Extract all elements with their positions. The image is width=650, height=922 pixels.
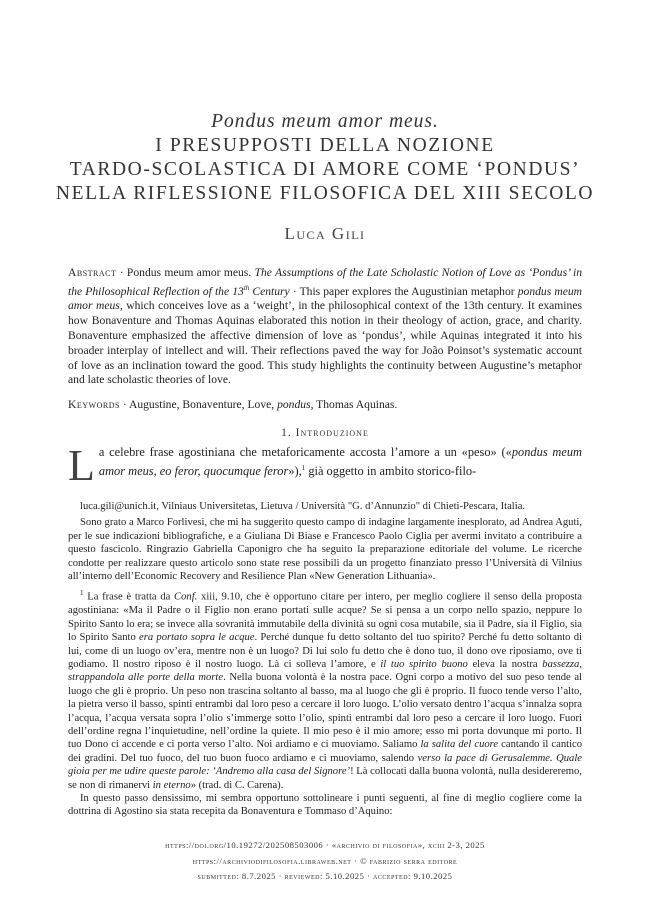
keywords-text-a: Augustine, Bonaventure, Love, [128,398,278,411]
footnote-number: 1 [80,589,84,598]
abstract-english-title-end: Century [249,284,290,298]
title-superscript: th [243,283,250,292]
intro-text-a: a celebre frase agostiniana che metaforicamente accosta l’amore a un «peso» (« [98,445,512,459]
intro-paragraph [68,441,583,490]
fn-text: eleva la nostra [467,659,543,670]
fn-text: La frase è tratta da [83,591,175,603]
footnote-1-continuation: In questo passo densissimo, mi sembra opportuno sottolineare i punti seguenti, al fine di meglio cogliere come la dottrina di Agostino sia stata recepita da Bonaventura e Tommaso d’Aquino: [68,793,582,818]
title-line-3: TARDO-SCOLASTICA DI AMORE COME ‘PONDUS’ [69,159,581,180]
fn-italic: in eterno [152,779,191,791]
fn-italic: la salita del cuore [420,739,499,751]
fn-italic: era portato sopra le acque [139,632,255,644]
abstract [68,266,582,388]
fn-text: . Nella buona volontà è la nostra pace. Ogni corpo a motivo del suo peso tende al luogo che gli è proprio. Un peso non trascina soltanto al basso, ma al luogo che gli è proprio. Il fuoco tende verso l’alto, la pietra verso il basso, spinti entrambi dal loro peso a cercare il loro luogo. L’olio versato dentro l’acqua s’innalza sopra l’acqua, l’acqua versata sopra l’olio s’immerge sotto l’olio, spinti entrambi dal loro peso a cercare il loro luogo. Fuori dell’ordine regna l’inquietudine, nell’ordine la quiete. Il mio peso è il mio amore; esso mi porta dovunque mi porto. Il tuo Dono ci accende e ci porta verso l’alto. Noi ardiamo e ci muoviamo. Saliamo [68,672,582,751]
intro-quote: pondus meum amor meus, eo feror, quocumque feror [98,445,583,478]
acknowledgements-note: Sono grato a Marco Forlivesi, che mi ha suggerito questo campo di indagine largamente inesplorato, ad Andrea Aguti, per le sue indicazioni bibliografiche, e a Giuliana Di Biase e Francesco Paolo Ciglia per avermi invitato a contribuire a questo fascicolo. Ringrazio Gabriella Caponigro che ha seguito la preparazione editoriale del volume. Le ricerche condotte per realizzare questo articolo sono state rese possibili da un progetto finanziato presso l’Università di Vilnius all’interno dell’Economic Recovery and Resilience Plan «New Generation Lithuania». [68,517,582,583]
footnote-1 [68,587,582,792]
page-footer [40,838,610,885]
fn-text: ! Là collocati dalla buona volontà, nulla desidereremo, se non di rimanervi [68,766,582,791]
fn-italic: bassezza, strappandola alle porte della morte [68,659,582,684]
drop-cap: L [68,441,95,490]
footnotes [68,500,582,819]
fn-italic: il tuo spirito buono [380,659,468,670]
keywords [68,397,582,412]
keywords-text-b: , Thomas Aquinas. [310,398,398,411]
abstract-english-title: The Assumptions of the Late Scholastic Notion of Love as ‘Pondus’ in the Philosophical Reflection of the 13 [68,266,582,298]
fn-text: » (trad. di C. Carena). [190,779,284,791]
abstract-lead: Pondus meum amor meus. [126,266,252,279]
intro-text-b: »), [288,463,302,478]
footer-website[interactable]: https://archiviodifilosofia.libraweb.net · © fabrizio serra editore [192,855,458,866]
fn-text: . Perché dunque fu detto soltanto del tuo spirito? Perché fu detto soltanto di lui, come di un luogo ov’era, mentre non è un luogo? Di lui solo fu detto che è dono tuo, il dono ove riposiamo, ove ti godiamo. Il nostro riposo è il nostro luogo. Là ci solleva l’amore, e [68,632,582,670]
title-line-4: NELLA RIFLESSIONE FILOSOFICA DEL XIII SECOLO [55,183,595,204]
title-block [40,110,610,244]
fn-italic: verso la pace di Gerusalemme. Quale gioia per me udire queste parole: ‘Andremo alla casa del Signore’ [68,752,582,778]
footer-doi[interactable]: https://doi.org/10.19272/202508503006 · «archivio di filosofia», xciii 2-3, 2025 [165,840,485,850]
section-heading: 1. Introduzione [281,427,369,439]
title-line-2: I PRESUPPOSTI DELLA NOZIONE [155,135,495,156]
fn-italic: Conf. [174,591,198,603]
keywords-label: Keywords [68,398,120,411]
affiliation-note: luca.gili@unich.it, Vilniaus Universitetas, Lietuva / Università "G. d’Annunzio" di Chieti-Pescara, Italia. [80,501,526,512]
abstract-body-italic: pondus meum amor meus [68,284,583,313]
abstract-body-a: This paper explores the Augustinian metaphor [299,284,518,298]
abstract-label: Abstract [68,266,117,279]
separator: · [289,284,300,298]
fn-text: cantando il cantico dei gradini. Del tuo fuoco, del tuo buon fuoco ardiamo e ci muoviamo, salendo [68,739,583,764]
footer-dates: submitted: 8.7.2025 · reviewed: 5.10.2025 · accepted: 9.10.2025 [197,871,453,881]
footnote-ref[interactable]: 1 [301,463,306,472]
fn-text: xiii, 9.10, che è opportuno citare per intero, per meglio cogliere il senso della proposta agostiniana: «Ma il Padre o il Figlio non erano portati sulle acque? Se si pensa a un corpo nello spazio, neppure lo Spirito Santo lo era; se invece alla sovranità immutabile della divinità su ogni cosa mutabile, sia il Padre, sia il Figlio, sia lo Spirito Santo [68,591,583,644]
title-line-1: Pondus meum amor meus. [211,111,439,132]
separator: · [116,266,127,279]
abstract-body-b: , which conceives love as a ‘weight’, in the philosophical context of the 13th century. It examines how Bonaventure and Thomas Aquinas elaborated this notion in their theology of action, grace, and charity. Bonaventure emphasized the affective dimension of love as ‘pondus’, while Aquinas integrated it into his broader interplay of intellect and will. Their reflections paved the way for João Poinsot’s systematic account of love as an inclination toward the good. This study highlights the continuity between Augustine’s metaphor and late scholastic theories of love. [68,299,582,387]
keywords-italic: pondus [277,398,311,411]
separator: · [119,398,129,411]
author-name: Luca Gili [284,224,366,243]
intro-text-c: già oggetto in ambito storico-filo- [305,463,477,478]
